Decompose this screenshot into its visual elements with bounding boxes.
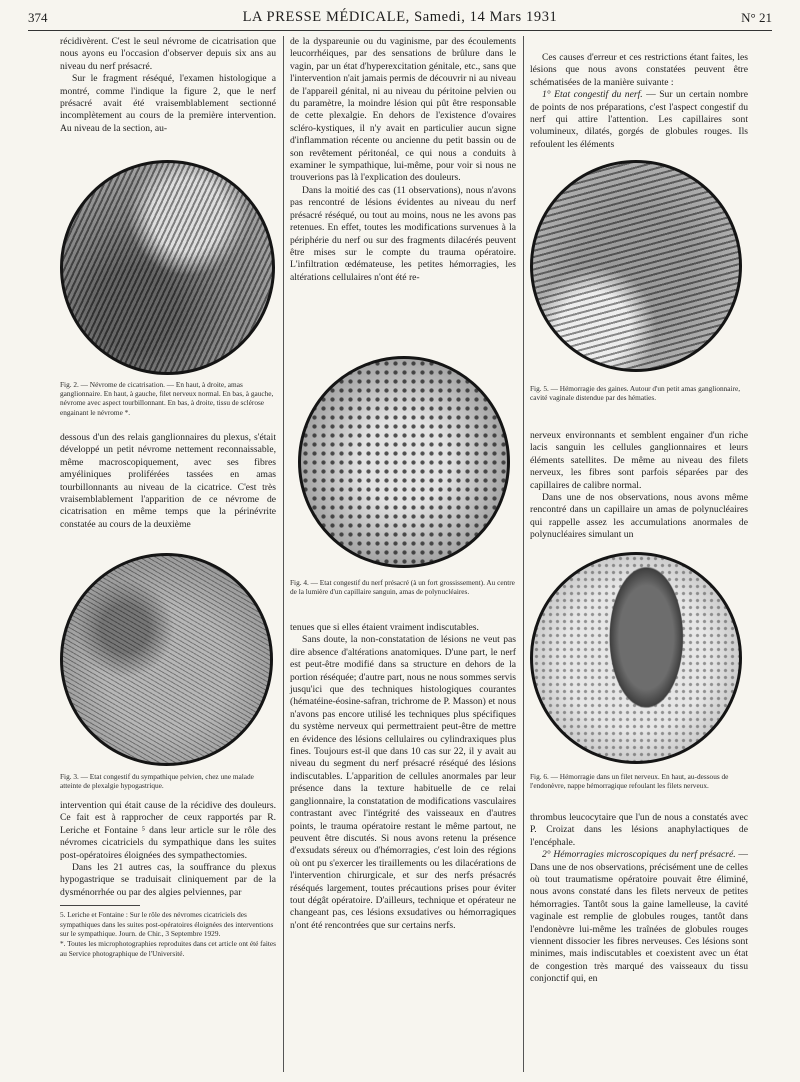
column-3-bottom <box>530 812 748 986</box>
col2-paragraph-4: Sans doute, la non-constatation de lésions ne veut pas dire absence d'altérations anatomiques. D'une part, le nerf est peut-être modifié dans sa structure en dehors de la portion réséquée; d'autre part, nous ne nous sommes servis jusqu'ici que des techniques histologiques courantes (hématéine-éosine-safran, trichrome de P. Masson) et nous n'avons pas encore utilisé les techniques plus spécifiques du système nerveux qui permettraient peut-être de mettre en évidence des lésions cellulaires ou cylindraxiques plus fines. Toujours est-il que dans 10 cas sur 22, il y avait au niveau du segment du nerf présacré réséqué des lésions indiscutables. L'apparition de cellules anormales par leur présence dans la texture habituelle de ce relai ganglionnaire, la constatation de modifications vasculaires contrastant avec l'intégrité des vaisseaux en d'autres points, le trauma opératoire restant le même partout, ne peuvent être discutés. Si nous avons retenu la présence d'exsudats séreux ou d'hémorragies, c'est loin des régions où ont pu s'exercer les tiraillements ou les dilacérations de l'intervention chirurgicale, et sur des nerfs présacrés réséqués largement, toutes précautions prises pour éviter tout dégât opératoire. D'ailleurs, technique et opérateur ne changeant pas, ces lésions exsudatives ou hémorragiques n'ont été rencontrées que sur certains nerfs. <box>290 634 516 931</box>
figure-4-caption: Fig. 4. — Etat congestif du nerf présacré (à un fort grossissement). Au centre de la lumière d'un capillaire sanguin, amas de polynucléaires. <box>290 578 515 597</box>
column-2-bottom <box>290 622 516 932</box>
col2-paragraph-2: Dans la moitié des cas (11 observations), nous n'avons pas rencontré de lésions évidentes au niveau du nerf présacré réséqué, ou tout au moins, nous ne les avons pas retenues. En effet, toutes les modifications survenues à la périphérie du nerf ou sur des fragments dilacérés peuvent être mises sur le compte du trauma opératoire. L'infiltration œdémateuse, les petites hémorragies, les altérations cellulaires n'ont été re- <box>290 184 516 283</box>
header-rule <box>28 30 772 31</box>
col3-paragraph-1: Ces causes d'erreur et ces restrictions étant faites, les lésions que nous avons constatées peuvent être schématisées de la manière suivante : <box>530 52 748 88</box>
column-divider-1 <box>283 36 284 1072</box>
col2-paragraph-1: de la dyspareunie ou du vaginisme, par des écoulements leucorrhéiques, par des sensations de brûlure dans le vagin, par un état d'hyperexcitation génitale, etc., sans que l'intervention n'ait jamais permis de découvrir ni au niveau de l'appareil génital, ni au niveau du péritoine pelvien ou du paramètre, la moindre lésion qui pût être responsable de cette plexalgie. En dehors de l'existence d'ovaires scléro-kystiques, il n'y avait en particulier aucun signe d'inflammation récente ou ancienne du petit bassin ou de son revêtement péritonéal, ce qui nous a conduits à examiner le sympathique, lui-même, pour voir si nous ne trouverions pas là l'explication des douleurs. <box>290 36 516 184</box>
col3-paragraph-4: Dans une de nos observations, nous avons même rencontré dans un capillaire un amas de polynucléaires qui rappelle assez les accumulations anormales de polynucléaires simulant un <box>530 492 748 541</box>
column-2 <box>290 36 516 284</box>
figure-6-caption: Fig. 6. — Hémorragie dans un filet nerveux. En haut, au-dessous de l'endonèvre, nappe hémorragique refoulant les filets nerveux. <box>530 772 729 791</box>
col1-paragraph-3: dessous d'un des relais ganglionnaires du plexus, s'était développé un petit névrome nettement reconnaissable, même macroscopiquement, avec ses fibres amyéliniques proliférées tassées en amas tourbillonnants au niveau de la cicatrice. C'est très vraisemblablement l'apparition de ce névrome de cicatrisation en même temps que la périnévrite constatée au cours de la deuxième <box>60 432 276 530</box>
figure-3-caption: Fig. 3. — Etat congestif du sympathique pelvien, chez une malade atteinte de plexalgie hypogastrique. <box>60 772 254 791</box>
journal-title: LA PRESSE MÉDICALE, Samedi, 14 Mars 1931 <box>242 9 558 25</box>
column-1 <box>60 36 276 135</box>
column-divider-2 <box>523 36 524 1072</box>
col1-paragraph-5: Dans les 21 autres cas, la souffrance du plexus hypogastrique se traduisait cliniquement par de la dysménorrhée ou par des algies pelviennes, par <box>60 862 276 898</box>
figure-2-caption-block <box>60 380 276 417</box>
page-header <box>28 10 772 32</box>
figure-6-caption-block <box>530 772 748 790</box>
figure-5-caption: Fig. 5. — Hémorragie des gaines. Autour d'un petit amas ganglionnaire, cavité vaginale distendue par des hématies. <box>530 384 741 403</box>
figure-5-micrograph <box>530 160 742 372</box>
col3-paragraph-2 <box>530 89 748 151</box>
col1-paragraph-1: récidivèrent. C'est le seul névrome de cicatrisation que nous ayons eu l'occasion d'observer depuis six ans au niveau du nerf présacré. <box>60 36 276 72</box>
issue-number: N° 21 <box>741 10 772 25</box>
col1-paragraph-4: intervention qui était cause de la récidive des douleurs. Ce fait est à rapprocher de ceux rapportés par R. Leriche et Fontaine ⁵ dans leur article sur le rôle des névromes cicatriciels du sympathique dans les suites post-opératoires éloignées des sympathectomies. <box>60 800 276 861</box>
col3-section-heading-1: 1° Etat congestif du nerf. <box>542 89 643 101</box>
column-3-middle <box>530 430 748 542</box>
footnote-5: 5. Leriche et Fontaine : Sur le rôle des névromes cicatriciels des sympathiques dans les suites post-opératoires éloignées des interventions sur le sympathique. Journ. de Chir., 3 Septembre 1929. <box>60 910 274 939</box>
figure-2-caption: Fig. 2. — Névrome de cicatrisation. — En haut, à droite, amas ganglionnaire. En haut, à gauche, filet nerveux normal. En bas, à gauche, névrome avec aspect tourbillonnant. En bas, à droite, tissu de sclérose engainant le névrome *. <box>60 380 274 417</box>
figure-3-caption-block <box>60 772 276 790</box>
column-3 <box>530 52 748 151</box>
figure-6-micrograph <box>530 552 742 764</box>
col1-paragraph-2: Sur le fragment réséqué, l'examen histologique a montré, comme l'indique la figure 2, que le nerf présacré avait été vraisemblablement sectionné incomplètement au cours de la première intervention. Au niveau de la section, au- <box>60 73 276 134</box>
figure-3-micrograph <box>60 553 273 766</box>
col3-paragraph-2-text: — Sur un certain nombre de points de nos préparations, c'est l'aspect congestif du nerf qui attire l'attention. Les capillaires sont volumineux, dilatés, gorgés de globules rouges. Ils refoulent les éléments <box>530 89 748 150</box>
footnote-rule <box>60 905 140 906</box>
figure-4-micrograph <box>298 356 510 568</box>
column-1-middle <box>60 432 276 531</box>
figure-4-caption-block <box>290 578 516 596</box>
col3-paragraph-3: nerveux environnants et semblent engainer d'un riche lacis sanguin les cellules ganglionnaires et leurs éléments satellites. De même au niveau des filets nerveux, les fibres sont parfois séparées par des capillaires de calibre normal. <box>530 430 748 491</box>
figure-2-micrograph <box>60 160 275 375</box>
footnote-star: *. Toutes les microphotographies reproduites dans cet article ont été faites au Service photographique de l'Université. <box>60 939 276 958</box>
page-number: 374 <box>28 10 48 25</box>
col3-paragraph-6 <box>530 849 748 985</box>
column-1-bottom <box>60 800 276 958</box>
col3-section-heading-2: 2° Hémorragies microscopiques du nerf présacré. <box>542 849 736 861</box>
col3-paragraph-5: thrombus leucocytaire que l'un de nous a constatés avec P. Croizat dans les lésions anaphylactiques de l'encéphale. <box>530 812 748 848</box>
col2-paragraph-3: tenues que si elles étaient vraiment indiscutables. <box>290 622 479 633</box>
col3-paragraph-6-text: — Dans une de nos observations, précisément une de celles où tout traumatisme opératoire pouvait être éliminé, nous avons constaté dans les filets nerveux de petites hémorragies. Tantôt sous la gaine lamelleuse, la cavité vaginale est remplie de globules rouges, tantôt dans l'endonèvre lui-même les traînées de globules rouges viennent dissocier les fibres nerveuses. Ces lésions sont minimes, mais indiscutables et coexistent avec un état de congestion très marqué des vaisseaux du tissu conjonctif qui, en <box>530 849 748 985</box>
figure-5-caption-block <box>530 384 748 402</box>
